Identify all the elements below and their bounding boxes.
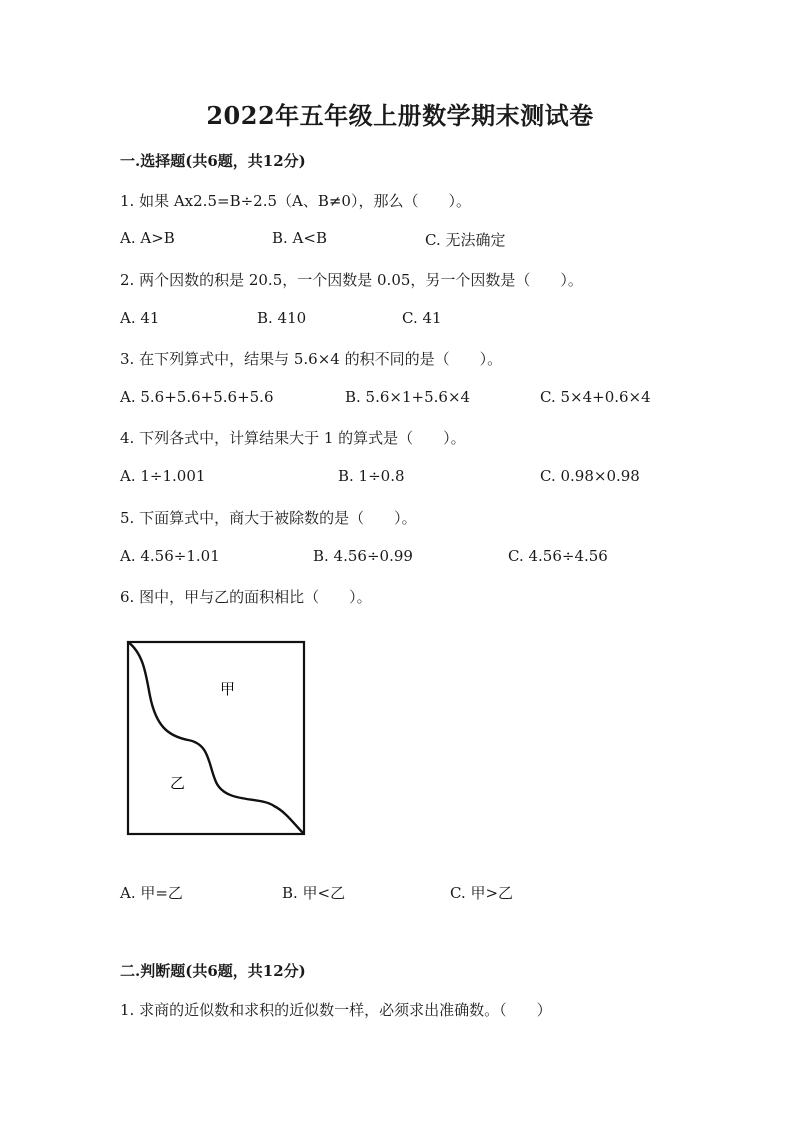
question-3: 3. 在下列算式中，结果与 5.6×4 的积不同的是（ ）。: [120, 350, 503, 368]
q5-option-c: C. 4.56÷4.56: [508, 547, 608, 565]
judgement-question-1: 1. 求商的近似数和求积的近似数一样，必须求出准确数。（ ）: [120, 1001, 552, 1019]
q6-option-c: C. 甲>乙: [450, 884, 514, 902]
q6-option-b: B. 甲<乙: [282, 884, 346, 902]
q2-option-b: B. 410: [257, 309, 307, 327]
question-5: 5. 下面算式中，商大于被除数的是（ ）。: [120, 509, 417, 527]
area-comparison-figure: [120, 636, 310, 838]
q2-option-a: A. 41: [120, 309, 160, 327]
q3-option-a: A. 5.6+5.6+5.6+5.6: [120, 388, 274, 406]
q2-option-c: C. 41: [402, 309, 442, 327]
region-yi-label: 乙: [170, 774, 186, 792]
q4-option-a: A. 1÷1.001: [120, 467, 206, 485]
q4-option-c: C. 0.98×0.98: [540, 467, 640, 485]
q5-option-a: A. 4.56÷1.01: [120, 547, 220, 565]
section-heading-judgement: 二.判断题(共6题，共12分): [120, 962, 306, 980]
question-2: 2. 两个因数的积是 20.5，一个因数是 0.05，另一个因数是（ ）。: [120, 271, 583, 289]
q1-option-c: C. 无法确定: [425, 231, 506, 249]
region-jia-label: 甲: [220, 680, 236, 698]
q1-option-b: B. A<B: [272, 229, 327, 247]
section-heading-choice: 一.选择题(共6题，共12分): [120, 152, 306, 170]
q6-option-a: A. 甲=乙: [120, 884, 183, 902]
q3-option-b: B. 5.6×1+5.6×4: [345, 388, 471, 406]
question-4: 4. 下列各式中，计算结果大于 1 的算式是（ ）。: [120, 429, 466, 447]
figure-square: [128, 642, 304, 834]
q5-option-b: B. 4.56÷0.99: [313, 547, 413, 565]
exam-title: 2022年五年级上册数学期末测试卷: [206, 101, 594, 130]
dividing-curve: [128, 642, 304, 834]
question-1: 1. 如果 Ax2.5=B÷2.5（A、B≠0），那么（ ）。: [120, 192, 471, 210]
q1-option-a: A. A>B: [120, 229, 175, 247]
question-6: 6. 图中，甲与乙的面积相比（ ）。: [120, 588, 372, 606]
q4-option-b: B. 1÷0.8: [338, 467, 405, 485]
q3-option-c: C. 5×4+0.6×4: [540, 388, 651, 406]
